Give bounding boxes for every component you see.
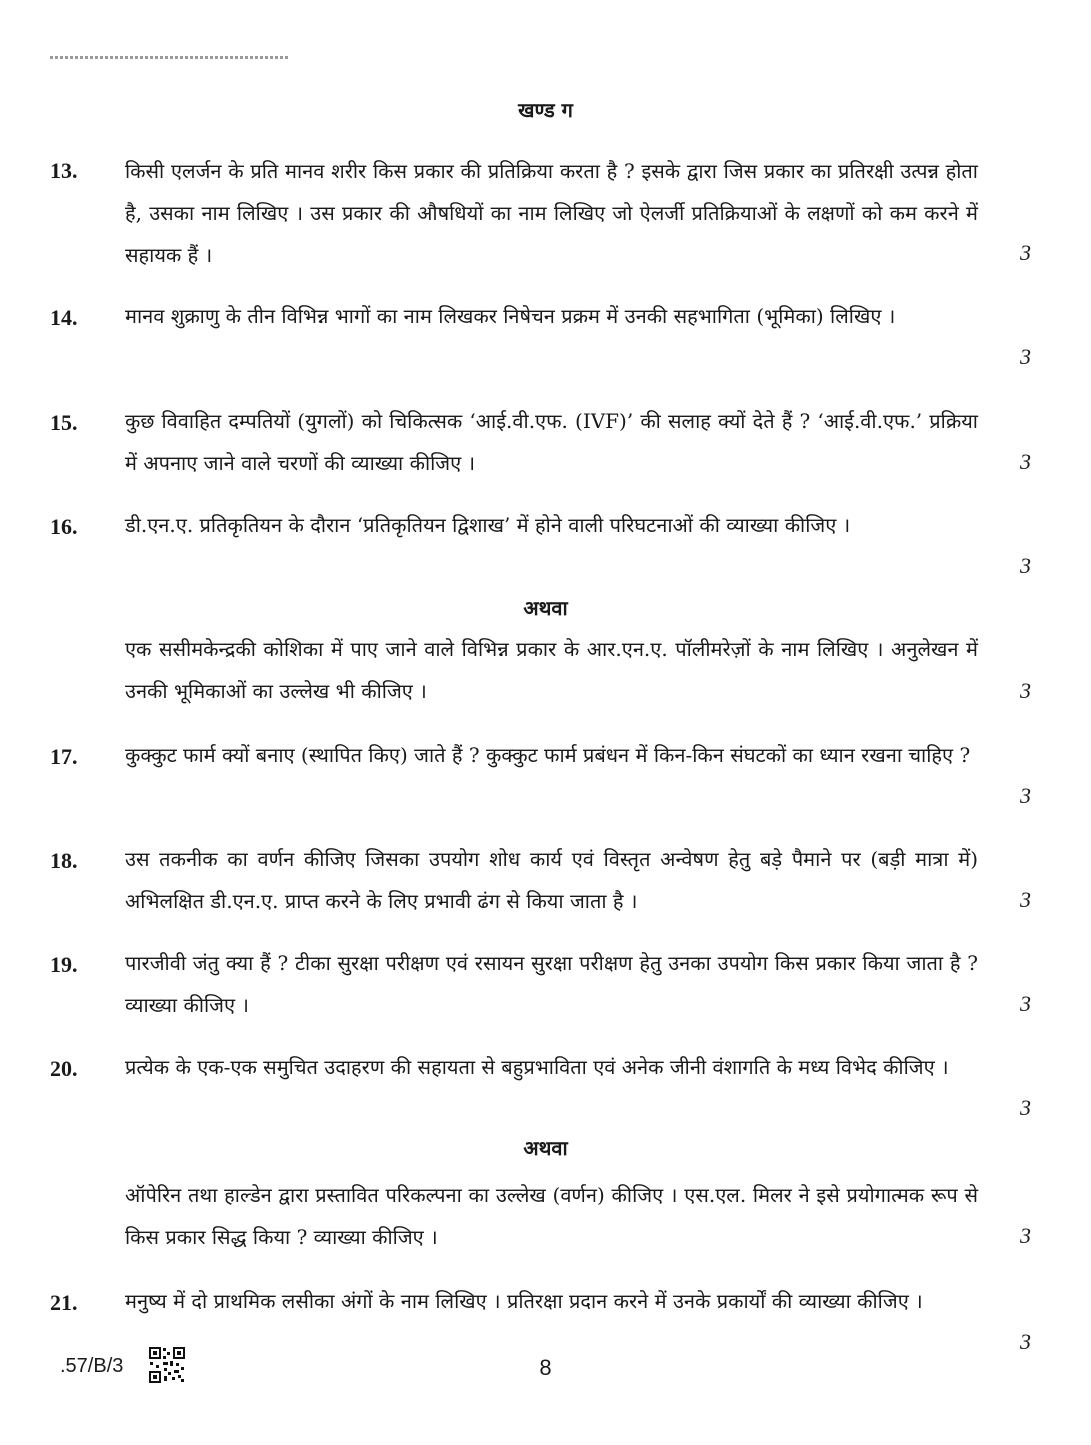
question-text-21: मनुष्य में दो प्राथमिक लसीका अंगों के नाम लिखिए । प्रतिरक्षा प्रदान करने में उनके प्रकार्यों की व्याख्या कीजिए । xyxy=(125,1289,923,1313)
question-text-17: कुक्कुट फार्म क्यों बनाए (स्थापित किए) जाते हैं ? कुक्कुट फार्म प्रबंधन में किन-किन संघटकों का ध्यान रखना चाहिए ? xyxy=(125,743,971,767)
question-number-14: 14. xyxy=(50,305,78,330)
question-number-15: 15. xyxy=(50,410,78,435)
question-marks-13: 3 xyxy=(1020,240,1031,265)
question-text-20-alternative: ऑपेरिन तथा हाल्डेन द्वारा प्रस्तावित परिकल्पना का उल्लेख (वर्णन) कीजिए । एस.एल. मिलर ने इसे प्रयोगात्मक रूप से किस प्रकार सिद्ध किया ? व्याख्या कीजिए । xyxy=(125,1183,978,1249)
header-print-strip xyxy=(50,56,290,59)
question-text-13: किसी एलर्जन के प्रति मानव शरीर किस प्रकार की प्रतिक्रिया करता है ? इसके द्वारा जिस प्रकार का प्रतिरक्षी उत्पन्न होता है, उसका नाम लिखिए । उस प्रकार की औषधियों का नाम लिखिए जो ऐलर्जी प्रतिक्रियाओं के लक्षणों को कम करने में सहायक हैं । xyxy=(125,159,978,267)
question-number-13: 13. xyxy=(50,158,78,183)
question-text-16: डी.एन.ए. प्रतिकृतियन के दौरान ‘प्रतिकृतियन द्विशाख’ में होने वाली परिघटनाओं की व्याख्या कीजिए । xyxy=(125,513,851,537)
question-marks-16: 3 xyxy=(1020,553,1031,578)
question-text-14: मानव शुक्राणु के तीन विभिन्न भागों का नाम लिखकर निषेचन प्रक्रम में उनकी सहभागिता (भूमिका) लिखिए । xyxy=(125,304,896,328)
question-number-19: 19. xyxy=(50,952,78,977)
question-number-17: 17. xyxy=(50,744,78,769)
question-text-18: उस तकनीक का वर्णन कीजिए जिसका उपयोग शोध कार्य एवं विस्तृत अन्वेषण हेतु बड़े पैमाने पर (बड़ी मात्रा में) अभिलक्षित डी.एन.ए. प्राप्त करने के लिए प्रभावी ढंग से किया जाता है । xyxy=(125,847,978,913)
question-number-21: 21. xyxy=(50,1290,78,1315)
paper-code: .57/B/3 xyxy=(60,1355,124,1377)
question-marks-18: 3 xyxy=(1020,887,1031,912)
or-label-2: अथवा xyxy=(523,1136,568,1160)
question-marks-20-alternative: 3 xyxy=(1020,1223,1031,1248)
question-text-20: प्रत्येक के एक-एक समुचित उदाहरण की सहायता से बहुप्रभाविता एवं अनेक जीनी वंशागति के मध्य विभेद कीजिए । xyxy=(125,1055,949,1079)
question-text-15: कुछ विवाहित दम्पतियों (युगलों) को चिकित्सक ‘आई.वी.एफ. (IVF)’ की सलाह क्यों देते हैं ? ‘आई.वी.एफ.’ प्रक्रिया में अपनाए जाने वाले चरणों की व्याख्या कीजिए । xyxy=(125,409,978,475)
question-number-16: 16. xyxy=(50,514,78,539)
question-marks-14: 3 xyxy=(1020,344,1031,369)
or-label: अथवा xyxy=(523,596,568,620)
question-number-18: 18. xyxy=(50,848,78,873)
question-marks-15: 3 xyxy=(1020,449,1031,474)
question-marks-20: 3 xyxy=(1020,1095,1031,1120)
question-text-16-alternative: एक ससीमकेन्द्रकी कोशिका में पाए जाने वाले विभिन्न प्रकार के आर.एन.ए. पॉलीमरेज़ों के नाम लिखिए । अनुलेखन में उनकी भूमिकाओं का उल्लेख भी कीजिए । xyxy=(125,637,978,703)
question-marks-17: 3 xyxy=(1020,783,1031,808)
question-marks-19: 3 xyxy=(1020,991,1031,1016)
question-marks-21: 3 xyxy=(1020,1329,1031,1354)
question-text-19: पारजीवी जंतु क्या हैं ? टीका सुरक्षा परीक्षण एवं रसायन सुरक्षा परीक्षण हेतु उनका उपयोग किस प्रकार किया जाता है ? व्याख्या कीजिए । xyxy=(125,951,978,1017)
section-title: खण्ड ग xyxy=(518,98,573,122)
question-marks-16-alternative: 3 xyxy=(1020,678,1031,703)
page-number: 8 xyxy=(539,1355,552,1380)
question-number-20: 20. xyxy=(50,1056,78,1081)
